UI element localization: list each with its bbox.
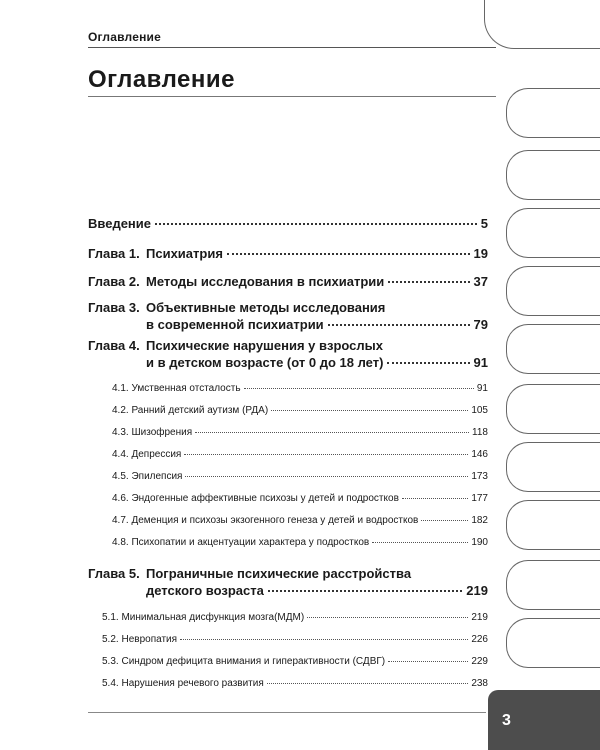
section-page: 219	[471, 612, 488, 623]
leader-dots	[185, 476, 468, 477]
toc-section-4-7[interactable]	[112, 515, 488, 526]
section-title: Нарушения речевого развития	[121, 678, 264, 689]
leader-dots	[328, 324, 470, 326]
section-page: 173	[471, 471, 488, 482]
thumb-tab[interactable]	[506, 442, 600, 492]
section-number: 4.6.	[112, 493, 129, 504]
running-head: Оглавление	[88, 30, 161, 44]
section-title: Умственная отсталость	[131, 383, 241, 394]
leader-dots	[421, 520, 468, 521]
toc-page-number: 219	[466, 583, 488, 598]
toc-entry-chapter-2[interactable]	[88, 274, 488, 289]
section-title: Деменция и психозы экзогенного генеза у детей и водростков	[131, 515, 419, 526]
thumb-tab[interactable]	[506, 560, 600, 610]
toc-entry-title: Введение	[88, 216, 151, 231]
toc-page-number: 79	[473, 317, 488, 332]
leader-dots	[387, 362, 469, 364]
leader-dots	[268, 590, 462, 592]
chapter-label: Глава 5.	[88, 566, 140, 581]
leader-dots	[388, 661, 468, 662]
leader-dots	[388, 281, 469, 283]
section-number: 5.3.	[102, 656, 119, 667]
toc-entry-title-cont: детского возраста	[146, 583, 264, 598]
toc-entry-title: Психиатрия	[146, 246, 223, 261]
thumb-tab[interactable]	[506, 88, 600, 138]
section-title: Ранний детский аутизм (РДА)	[131, 405, 269, 416]
section-number: 4.2.	[112, 405, 129, 416]
section-title: Невропатия	[121, 634, 178, 645]
toc-section-5-4[interactable]	[102, 678, 488, 689]
section-page: 226	[471, 634, 488, 645]
chapter-label: Глава 4.	[88, 338, 140, 353]
section-number: 4.1.	[112, 383, 129, 394]
section-page: 91	[476, 383, 488, 394]
thumb-tab[interactable]	[506, 384, 600, 434]
section-title: Минимальная дисфункция мозга(МДМ)	[121, 612, 305, 623]
toc-section-4-2[interactable]	[112, 405, 488, 416]
toc-section-4-5[interactable]	[112, 471, 488, 482]
toc-entry-title: Пограничные психические расстройства	[146, 566, 412, 581]
section-page: 182	[471, 515, 488, 526]
toc-page-number: 37	[473, 274, 488, 289]
toc-page-number: 91	[473, 355, 488, 370]
section-page: 190	[471, 537, 488, 548]
leader-dots	[271, 410, 468, 411]
leader-dots	[267, 683, 469, 684]
thumb-tab[interactable]	[506, 266, 600, 316]
leader-dots	[402, 498, 468, 499]
toc-section-4-4[interactable]	[112, 449, 488, 460]
toc-entry-title: Методы исследования в психиатрии	[146, 274, 385, 289]
section-title: Эндогенные аффективные психозы у детей и подростков	[131, 493, 399, 504]
toc-section-4-8[interactable]	[112, 537, 488, 548]
thumb-tab[interactable]	[484, 0, 600, 49]
toc-entry-title-cont: в современной психиатрии	[146, 317, 324, 332]
leader-dots	[372, 542, 468, 543]
page-number: 3	[502, 712, 511, 729]
section-number: 5.2.	[102, 634, 119, 645]
thumb-tab[interactable]	[506, 208, 600, 258]
leader-dots	[244, 388, 474, 389]
title-rule	[88, 96, 496, 97]
leader-dots	[155, 223, 477, 225]
toc-entry-intro[interactable]	[88, 216, 488, 231]
toc-section-5-3[interactable]	[102, 656, 488, 667]
chapter-label: Глава 1.	[88, 246, 140, 261]
thumb-tab[interactable]	[506, 618, 600, 668]
section-title: Шизофрения	[131, 427, 193, 438]
header-rule	[88, 47, 496, 48]
page-title: Оглавление	[88, 66, 235, 93]
chapter-label: Глава 3.	[88, 300, 140, 315]
chapter-label: Глава 2.	[88, 274, 140, 289]
section-number: 5.4.	[102, 678, 119, 689]
toc-entry-chapter-4[interactable]	[88, 338, 488, 370]
leader-dots	[180, 639, 468, 640]
section-number: 4.3.	[112, 427, 129, 438]
toc-section-4-3[interactable]	[112, 427, 488, 438]
leader-dots	[227, 253, 470, 255]
section-page: 118	[472, 427, 488, 438]
section-page: 238	[471, 678, 488, 689]
thumb-tab[interactable]	[506, 500, 600, 550]
toc-section-4-6[interactable]	[112, 493, 488, 504]
toc-entry-title: Психические нарушения у взрослых	[146, 338, 383, 353]
section-number: 5.1.	[102, 612, 119, 623]
toc-entry-title: Объективные методы исследования	[146, 300, 386, 315]
section-number: 4.5.	[112, 471, 129, 482]
toc-entry-chapter-3[interactable]	[88, 300, 488, 332]
section-page: 229	[471, 656, 488, 667]
section-page: 177	[471, 493, 488, 504]
thumb-tab[interactable]	[506, 150, 600, 200]
section-title: Синдром дефицита внимания и гиперактивности (СДВГ)	[121, 656, 386, 667]
section-number: 4.7.	[112, 515, 129, 526]
toc-section-5-1[interactable]	[102, 612, 488, 623]
section-number: 4.8.	[112, 537, 129, 548]
toc-section-4-1[interactable]	[112, 383, 488, 394]
toc-entry-chapter-5[interactable]	[88, 566, 488, 598]
section-title: Эпилепсия	[131, 471, 183, 482]
toc-section-5-2[interactable]	[102, 634, 488, 645]
leader-dots	[184, 454, 468, 455]
section-title: Депрессия	[131, 449, 182, 460]
leader-dots	[307, 617, 468, 618]
toc-page-number: 19	[473, 246, 488, 261]
toc-page-number: 5	[480, 216, 488, 231]
section-number: 4.4.	[112, 449, 129, 460]
section-title: Психопатии и акцентуации характера у подростков	[131, 537, 370, 548]
footer-rule	[88, 712, 486, 713]
toc-entry-chapter-1[interactable]	[88, 246, 488, 261]
section-page: 105	[471, 405, 488, 416]
leader-dots	[195, 432, 469, 433]
toc-entry-title-cont: и в детском возрасте (от 0 до 18 лет)	[146, 355, 384, 370]
section-page: 146	[471, 449, 488, 460]
thumb-tab[interactable]	[506, 324, 600, 374]
